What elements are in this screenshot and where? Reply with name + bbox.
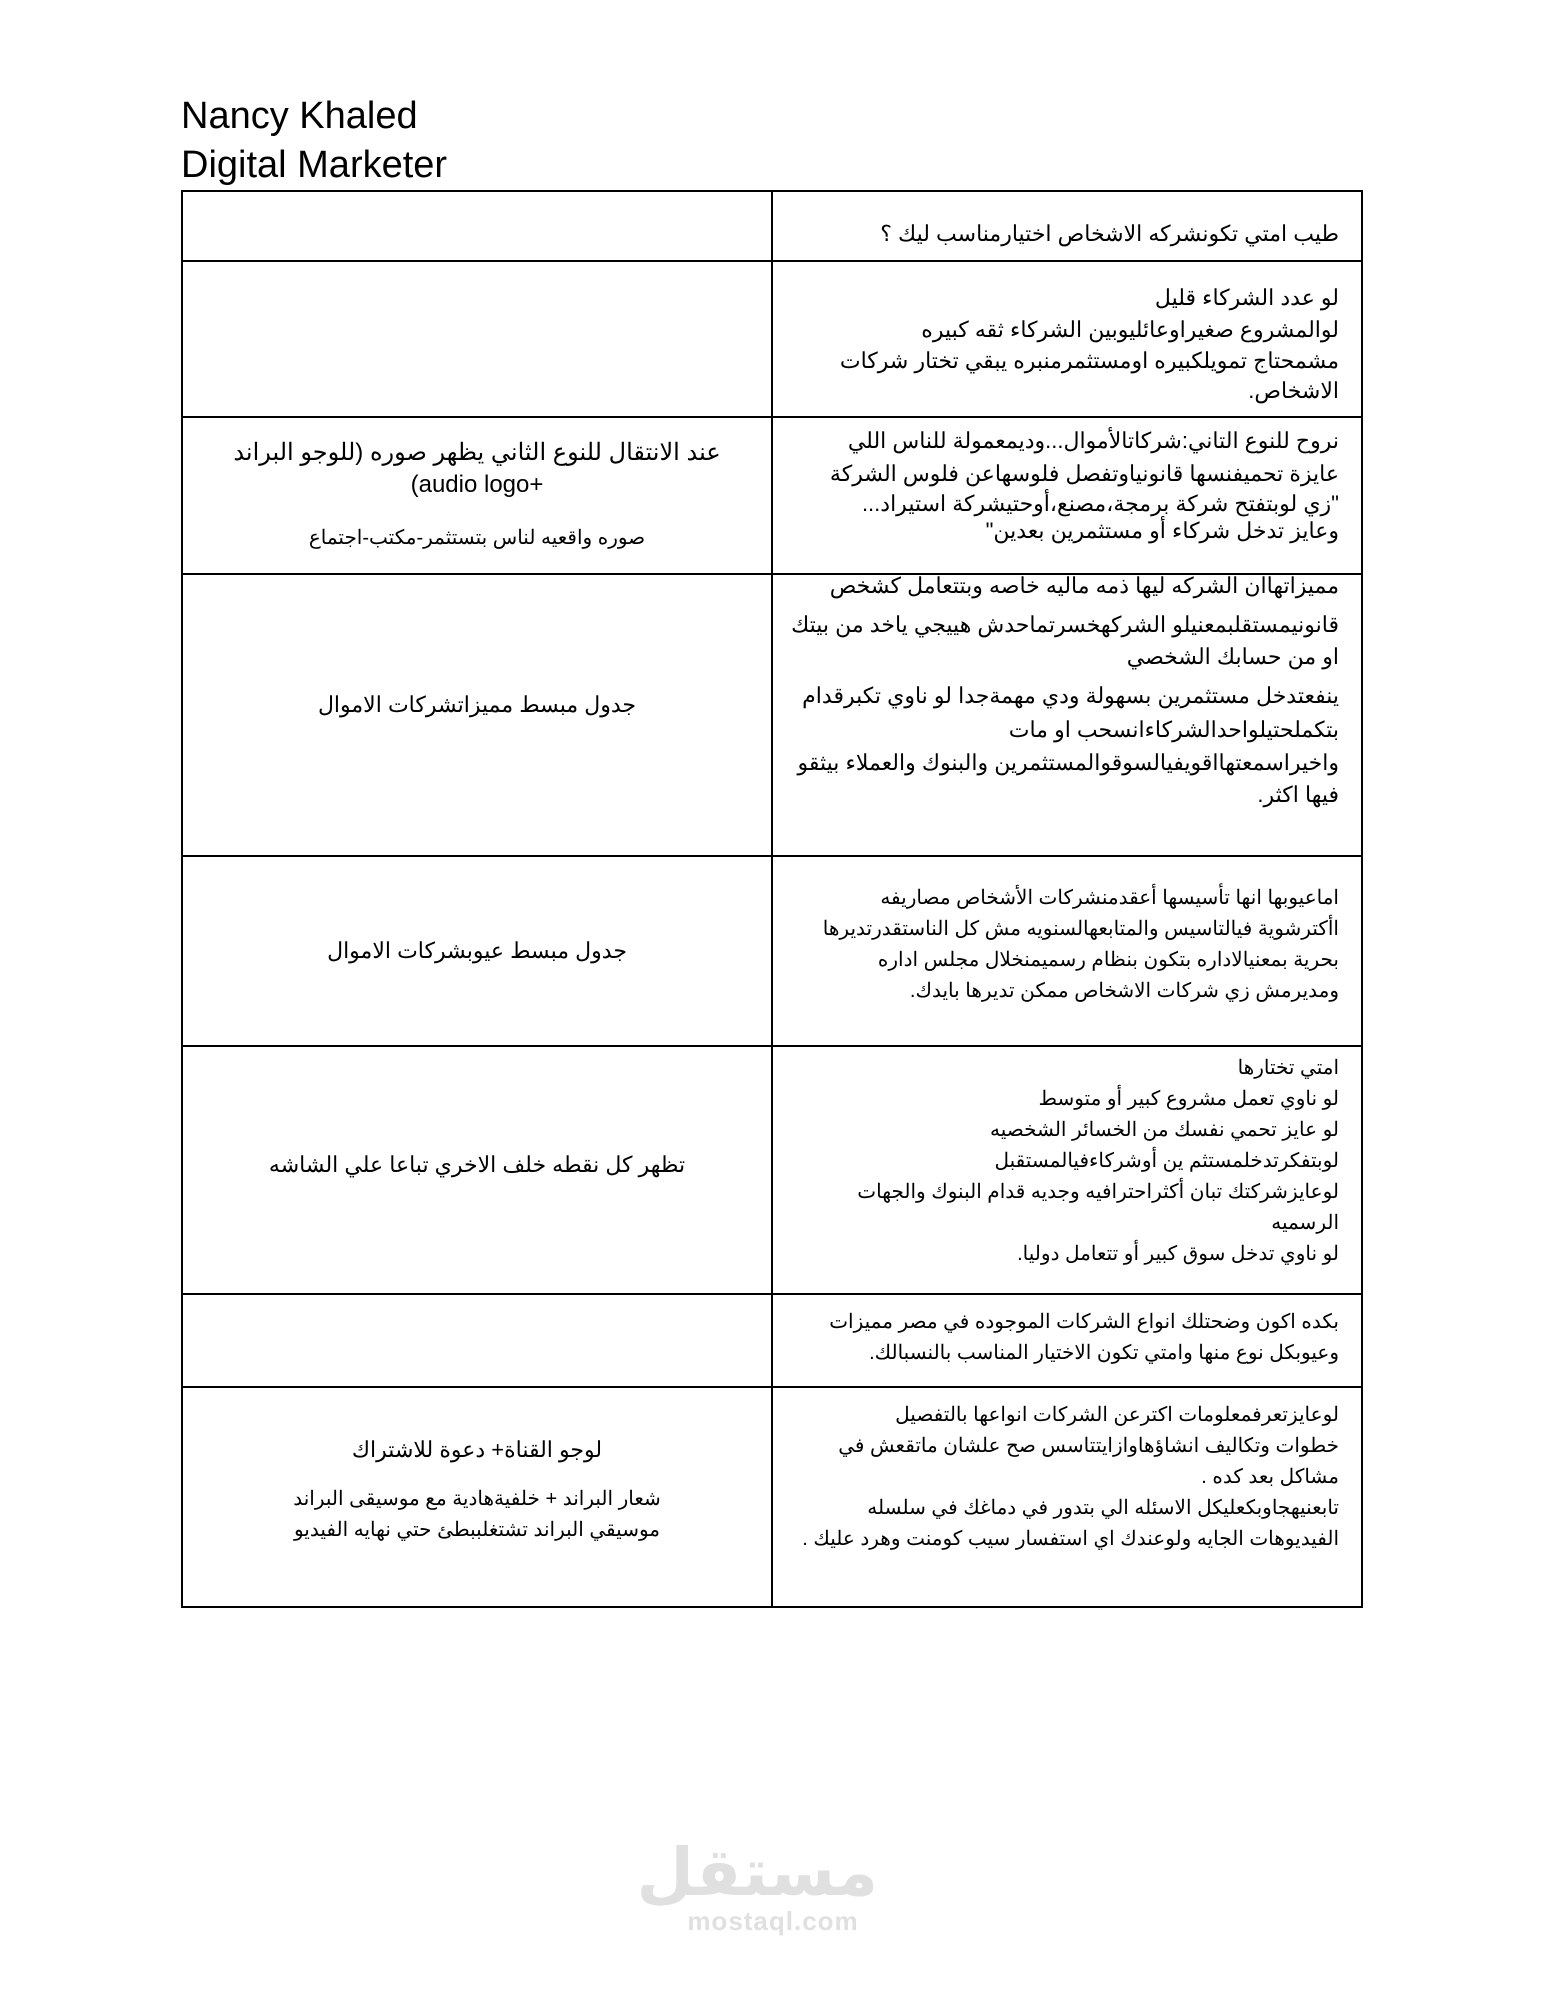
table-row xyxy=(182,261,1362,417)
script-line: قانونيمستقلبمعنيلو الشركهخسرتماحدش هييجي ياخد من بيتك او من حسابك الشخصي xyxy=(791,612,1339,669)
script-line: مميزاتهاان الشركه ليها ذمه ماليه خاصه وبتتعامل كشخص xyxy=(829,573,1339,598)
watermark-url: mostaql.com xyxy=(687,1906,859,1936)
script-line: تابعنيهجاوبكعليكل الاسئله الي بتدور في دماغك في سلسله الفيديوهات الجايه ولوعندك اي استفسار سيب كومنت وهرد عليك . xyxy=(802,1497,1339,1550)
mostaql-watermark xyxy=(636,1834,878,1936)
table-row xyxy=(182,1294,1362,1387)
visual-cell xyxy=(182,856,772,1046)
script-line: بحرية بمعنيالاداره بتكون بنظام رسميمنخلال مجلس اداره xyxy=(877,949,1339,971)
script-cell xyxy=(772,1294,1362,1387)
script-line: "زي لوبتفتح شركة برمجة،مصنع،أوحتيشركة استيراد... xyxy=(861,491,1339,516)
visual-note: جدول مبسط عيوبشركات الاموال xyxy=(327,938,627,963)
table-row xyxy=(182,574,1362,856)
table-row xyxy=(182,417,1362,574)
table-row xyxy=(182,191,1362,261)
script-line: نروح للنوع التاني:شركاتالأموال...وديمعمولة للناس اللي xyxy=(847,428,1339,453)
script-table xyxy=(181,190,1363,1608)
visual-note: عند الانتقال للنوع الثاني يظهر صوره (للوجو البراند +audio logo) xyxy=(233,439,721,498)
author-title: Digital Marketer xyxy=(181,144,448,186)
script-line: لوالمشروع صغيراوعائليوبين الشركاء ثقه كبيره xyxy=(921,317,1339,342)
script-cell xyxy=(772,574,1362,856)
script-line: مشمحتاج تمويلكبيره اومستثمرمنبره يبقي تختار شركات الاشخاص. xyxy=(839,348,1339,403)
script-line: لوبتفكرتدخلمستثم ين أوشركاءفيالمستقبل xyxy=(994,1150,1339,1172)
script-cell xyxy=(772,1046,1362,1294)
watermark-logo: مستقل xyxy=(636,1834,878,1911)
script-line: خطوات وتكاليف انشاؤهاوازايتتاسس صح علشان ماتقعش في مشاكل بعد كده . xyxy=(838,1435,1339,1488)
script-line: لو عايز تحمي نفسك من الخسائر الشخصيه xyxy=(989,1119,1339,1141)
author-name: Nancy Khaled xyxy=(181,95,418,137)
visual-cell xyxy=(182,1046,772,1294)
script-line: عايزة تحميفنسها قانونياوتفصل فلوسهاعن فلوس الشركة xyxy=(829,461,1339,486)
script-line: ومديرمش زي شركات الاشخاص ممكن تديرها بايدك. xyxy=(909,980,1339,1002)
script-line: وعايز تدخل شركاء أو مستثمرين بعدين" xyxy=(985,518,1339,543)
script-line: لو عدد الشركاء قليل xyxy=(1154,285,1339,310)
script-cell xyxy=(772,1387,1362,1607)
script-line: اماعيوبها انها تأسيسها أعقدمنشركات الأشخاص مصاريفه xyxy=(880,887,1339,909)
script-cell xyxy=(772,261,1362,417)
script-line: لوعايزشركتك تبان أكثراحترافيه وجديه قدام البنوك والجهات الرسميه xyxy=(857,1181,1339,1234)
script-line: اأكترشوية فيالتاسيس والمتابعهالسنويه مش كل الناستقدرتديرها xyxy=(822,918,1339,940)
table-row xyxy=(182,1387,1362,1607)
visual-note: صوره واقعيه لناس بتستثمر-مكتب-اجتماع xyxy=(308,527,646,549)
script-line: واخيراسمعتهااقويفيالسوقوالمستثمرين والبنوك والعملاء بيثقو فيها اكثر. xyxy=(797,750,1339,807)
script-cell xyxy=(772,417,1362,574)
visual-cell xyxy=(182,191,772,261)
script-line: لو ناوي تدخل سوق كبير أو تتعامل دوليا. xyxy=(1017,1243,1339,1265)
script-line: امتي تختارها xyxy=(1237,1057,1339,1079)
visual-cell xyxy=(182,261,772,417)
visual-note: جدول مبسط مميزاتشركات الاموال xyxy=(317,692,637,717)
visual-cell xyxy=(182,1387,772,1607)
table-row xyxy=(182,856,1362,1046)
script-line: لو ناوي تعمل مشروع كبير أو متوسط xyxy=(1038,1088,1339,1110)
visual-note: لوجو القناة+ دعوة للاشتراك xyxy=(351,1437,603,1462)
document-header xyxy=(181,92,447,190)
visual-note: شعار البراند + خلفيةهادية مع موسيقى البراند موسيقي البراند تشتغلببطئ حتي نهايه الفيديو xyxy=(293,1488,661,1541)
visual-note: تظهر كل نقطه خلف الاخري تباعا علي الشاشه xyxy=(268,1152,686,1177)
visual-cell xyxy=(182,417,772,574)
script-line: لوعايزتعرفمعلومات اكترعن الشركات انواعها بالتفصيل xyxy=(895,1404,1339,1426)
script-cell xyxy=(772,856,1362,1046)
visual-cell xyxy=(182,1294,772,1387)
script-line: بتكملحتيلواحدالشركاءانسحب او مات xyxy=(1008,717,1339,742)
visual-cell xyxy=(182,574,772,856)
script-line: طيب امتي تكونشركه الاشخاص اختيارمناسب ليك ؟ xyxy=(880,221,1339,246)
script-line: ينفعتدخل مستثمرين بسهولة ودي مهمةجدا لو ناوي تكبرقدام xyxy=(802,683,1339,708)
script-line: بكده اكون وضحتلك انواع الشركات الموجوده في مصر مميزات وعيوبكل نوع منها وامتي تكون الاختيار المناسب بالنسبالك. xyxy=(829,1311,1339,1364)
table-row xyxy=(182,1046,1362,1294)
script-cell xyxy=(772,191,1362,261)
